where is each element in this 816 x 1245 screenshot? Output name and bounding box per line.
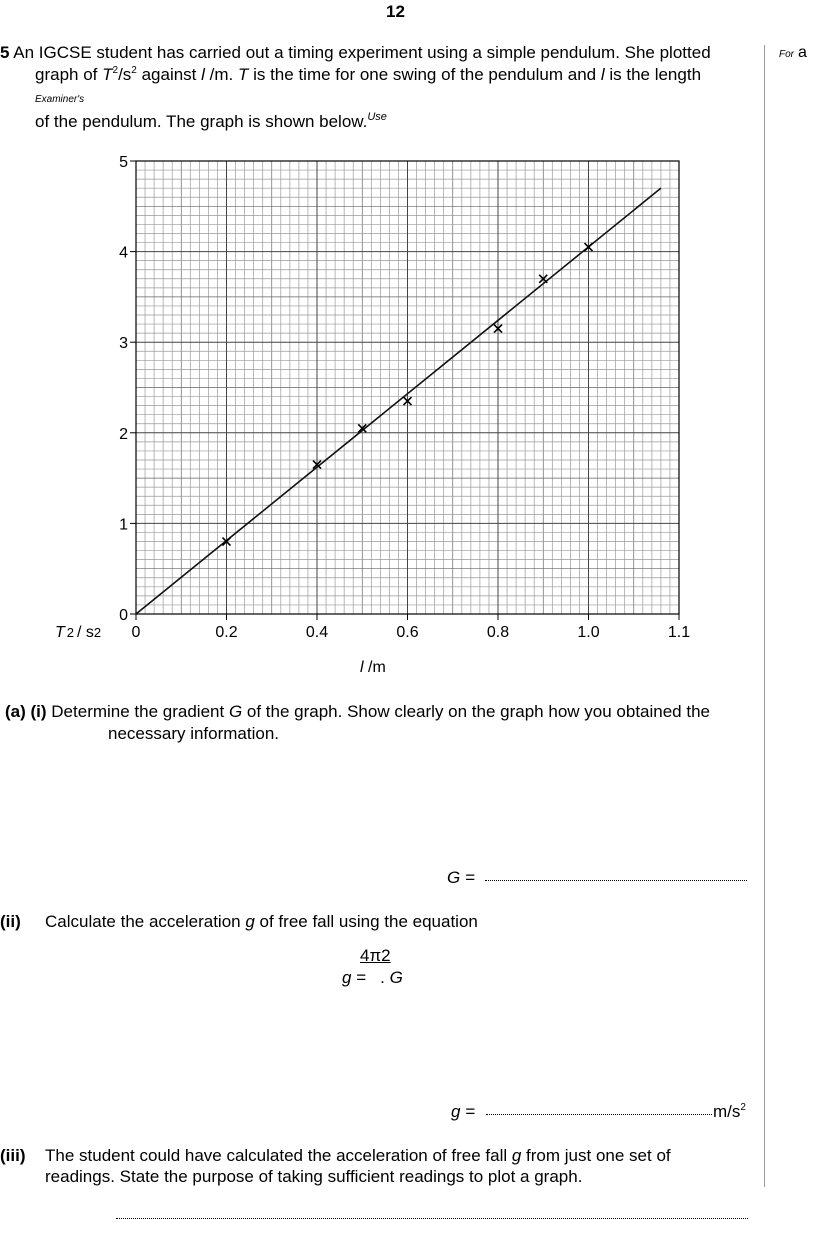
q2-var-l2: l: [600, 65, 605, 84]
q2-sup1: 2: [112, 65, 119, 76]
q2-text-d: /m.: [204, 65, 238, 84]
y-tick-label: 5: [119, 154, 128, 171]
y-tick-label: 1: [119, 516, 128, 534]
acceleration-answer-line[interactable]: [486, 1114, 712, 1115]
part-a-ii-label: (ii): [0, 912, 21, 931]
y-axis-ticks: [119, 154, 136, 624]
x-tick-label: 0.4: [305, 624, 329, 641]
x-tick-label: 1.0: [577, 624, 600, 641]
purpose-answer-line[interactable]: [116, 1218, 748, 1219]
y-tick-label: 4: [119, 244, 128, 262]
part-a-iii-text-a: The student could have calculated the acceleration of free fall: [45, 1146, 512, 1165]
q2-var-l: l: [201, 65, 205, 84]
q2-text-f: is the length: [604, 65, 702, 84]
part-a-ii-text-b: of free fall using the equation: [254, 912, 478, 931]
margin-use-label: Use: [367, 111, 387, 123]
y-tick-label: 2: [119, 425, 128, 443]
y-label-slash-s: / s: [77, 624, 94, 641]
part-a-ii-var-g: g: [245, 912, 255, 931]
part-a-i-var-G: G: [228, 702, 243, 721]
y-tick-label: 3: [119, 335, 128, 353]
gradient-answer-line[interactable]: [485, 880, 747, 881]
question-line-1-text: An IGCSE student has carried out a timing experiment using a simple pendulum. She plotted: [13, 43, 711, 62]
eq-dot: .: [380, 968, 390, 987]
q2-text-a: graph of: [35, 65, 103, 84]
gradient-answer-label: G =: [447, 868, 475, 887]
unit-sup: 2: [740, 1102, 746, 1113]
q2-text-b: /s: [118, 65, 132, 84]
part-a-i-label: (a) (i): [5, 702, 47, 721]
part-a-iii-label: (iii): [0, 1146, 26, 1165]
q2-text-e: is the time for one swing of the pendulum and: [248, 65, 601, 84]
x-tick-label: 1.1: [667, 624, 691, 641]
part-a-iii-line-1: [45, 1146, 671, 1166]
x-axis-label: [360, 659, 386, 676]
q2-var-T2: T: [237, 65, 249, 84]
equation-line: [342, 968, 403, 988]
x-tick-label: 0.6: [396, 624, 419, 641]
q2-var-T: T: [102, 65, 113, 84]
x-tick-label: 0: [131, 624, 141, 641]
margin-a-label: a: [798, 44, 807, 61]
eq-var-g: g: [342, 968, 352, 987]
part-a-ii-text: [45, 912, 478, 932]
x-tick-label: 0.2: [215, 624, 238, 641]
eq-var-G: G: [389, 968, 403, 987]
y-label-2: 2: [66, 625, 75, 640]
q3-text: of the pendulum. The graph is shown below.: [35, 112, 368, 131]
equation-numerator: 4π2: [360, 946, 391, 965]
page-number: 12: [386, 2, 405, 21]
eq-equals: =: [351, 968, 367, 987]
margin-for-label: For: [779, 49, 794, 60]
unit-text: m/s: [713, 1102, 741, 1121]
x-label-unit: /m: [363, 659, 386, 676]
acceleration-answer-label: g =: [451, 1102, 476, 1121]
question-number: 5: [0, 43, 10, 62]
q2-sup2: 2: [131, 65, 137, 76]
part-a-ii-text-a: Calculate the acceleration: [45, 912, 246, 931]
x-axis-ticks: [132, 614, 691, 641]
part-a-i-line-2: necessary information.: [108, 724, 280, 743]
acceleration-unit: [713, 1102, 746, 1122]
x-label-var: l: [360, 659, 364, 676]
q2-text-c: against: [136, 65, 202, 84]
y-label-s2: 2: [93, 625, 102, 640]
part-a-iii-text-b: from just one set of: [521, 1146, 671, 1165]
part-a-iii-line-2: readings. State the purpose of taking sufficient readings to plot a graph.: [45, 1167, 583, 1186]
y-label-T: T: [55, 624, 65, 641]
part-a-i-text-a: Determine the gradient: [51, 702, 229, 721]
y-tick-label: 0: [119, 607, 128, 624]
margin-examiners-label: Examiner's: [35, 94, 85, 105]
y-axis-label: [55, 624, 101, 641]
x-tick-label: 0.8: [486, 624, 510, 641]
part-a-i-text-b: of the graph. Show clearly on the graph how you obtained the: [242, 702, 710, 721]
part-a-i-line-1: [5, 702, 710, 722]
part-a-iii-var-g: g: [511, 1146, 522, 1165]
